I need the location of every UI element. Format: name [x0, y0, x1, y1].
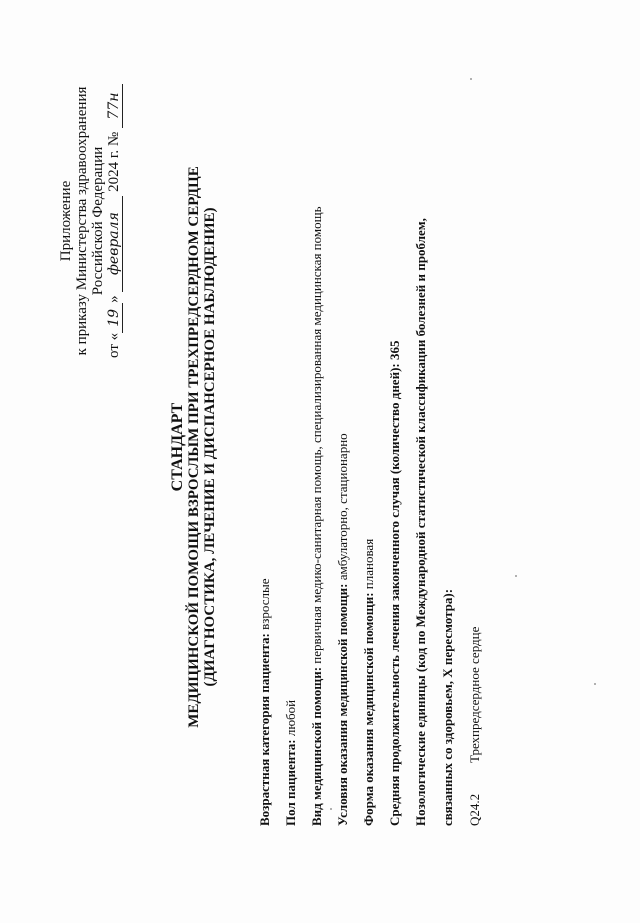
conditions-label: Условия оказания медицинской помощи: — [335, 583, 350, 826]
diagnosis-code: Q24.2 — [467, 793, 482, 826]
date-quote-close: » — [106, 295, 122, 303]
title-heading: СТАНДАРТ — [169, 402, 186, 492]
title-line2: (ДИАГНОСТИКА, ЛЕЧЕНИЕ И ДИСПАНСЕРНОЕ НАБЛЮДЕНИЕ) — [202, 207, 218, 687]
care-form-row — [361, 539, 377, 826]
care-type-row — [309, 206, 325, 826]
age-label: Возрастная категория пациента: — [257, 633, 272, 826]
sex-row — [283, 700, 299, 826]
scan-speck — [470, 78, 472, 80]
date-month: февраля — [106, 196, 123, 292]
conditions-value: амбулаторно, стационарно — [335, 433, 350, 581]
scan-speck — [330, 808, 332, 810]
document-title — [170, 77, 218, 817]
care-form-label: Форма оказания медицинской помощи: — [361, 592, 376, 826]
age-category-row — [257, 579, 273, 826]
duration-row — [387, 341, 403, 826]
sex-label: Пол пациента: — [283, 739, 298, 826]
appendix-block — [58, 71, 122, 371]
appendix-title: Приложение — [58, 180, 74, 262]
date-prefix: от « — [106, 332, 122, 358]
care-type-value: первичная медико-санитарная помощь, специализированная медицинская помощь — [309, 206, 324, 664]
nosology-text-1: Нозологические единицы (код по Международной статистической классификации болезней и проблем, — [413, 218, 428, 826]
date-year: 2024 г. № — [106, 131, 122, 192]
duration-label: Средняя продолжительность лечения законченного случая (количество дней): — [387, 363, 402, 826]
title-line1: МЕДИЦИНСКОЙ ПОМОЩИ ВЗРОСЛЫМ ПРИ ТРЕХПРЕДСЕРДНОМ СЕРДЦЕ — [186, 166, 202, 728]
appendix-date-line — [106, 71, 122, 371]
appendix-country-line: Российской Федерации — [90, 146, 106, 296]
conditions-row — [335, 433, 351, 826]
diagnosis-name: Трехпредсердное сердце — [467, 626, 482, 763]
scan-speck — [594, 683, 596, 685]
scan-speck — [515, 575, 517, 577]
duration-value: 365 — [387, 340, 402, 361]
appendix-order-line: к приказу Министерства здравоохранения — [74, 86, 90, 356]
care-type-label: Вид медицинской помощи: — [309, 666, 324, 826]
nosology-text-2: связанных со здоровьем, X пересмотра): — [440, 588, 455, 826]
nosology-heading-line1 — [413, 218, 429, 826]
care-form-value: плановая — [361, 538, 376, 590]
order-number: 77н — [106, 84, 123, 128]
nosology-heading-line2 — [440, 589, 456, 826]
age-value: взрослые — [257, 578, 272, 630]
date-day: 19 — [106, 303, 123, 333]
sex-value: любой — [283, 699, 298, 737]
